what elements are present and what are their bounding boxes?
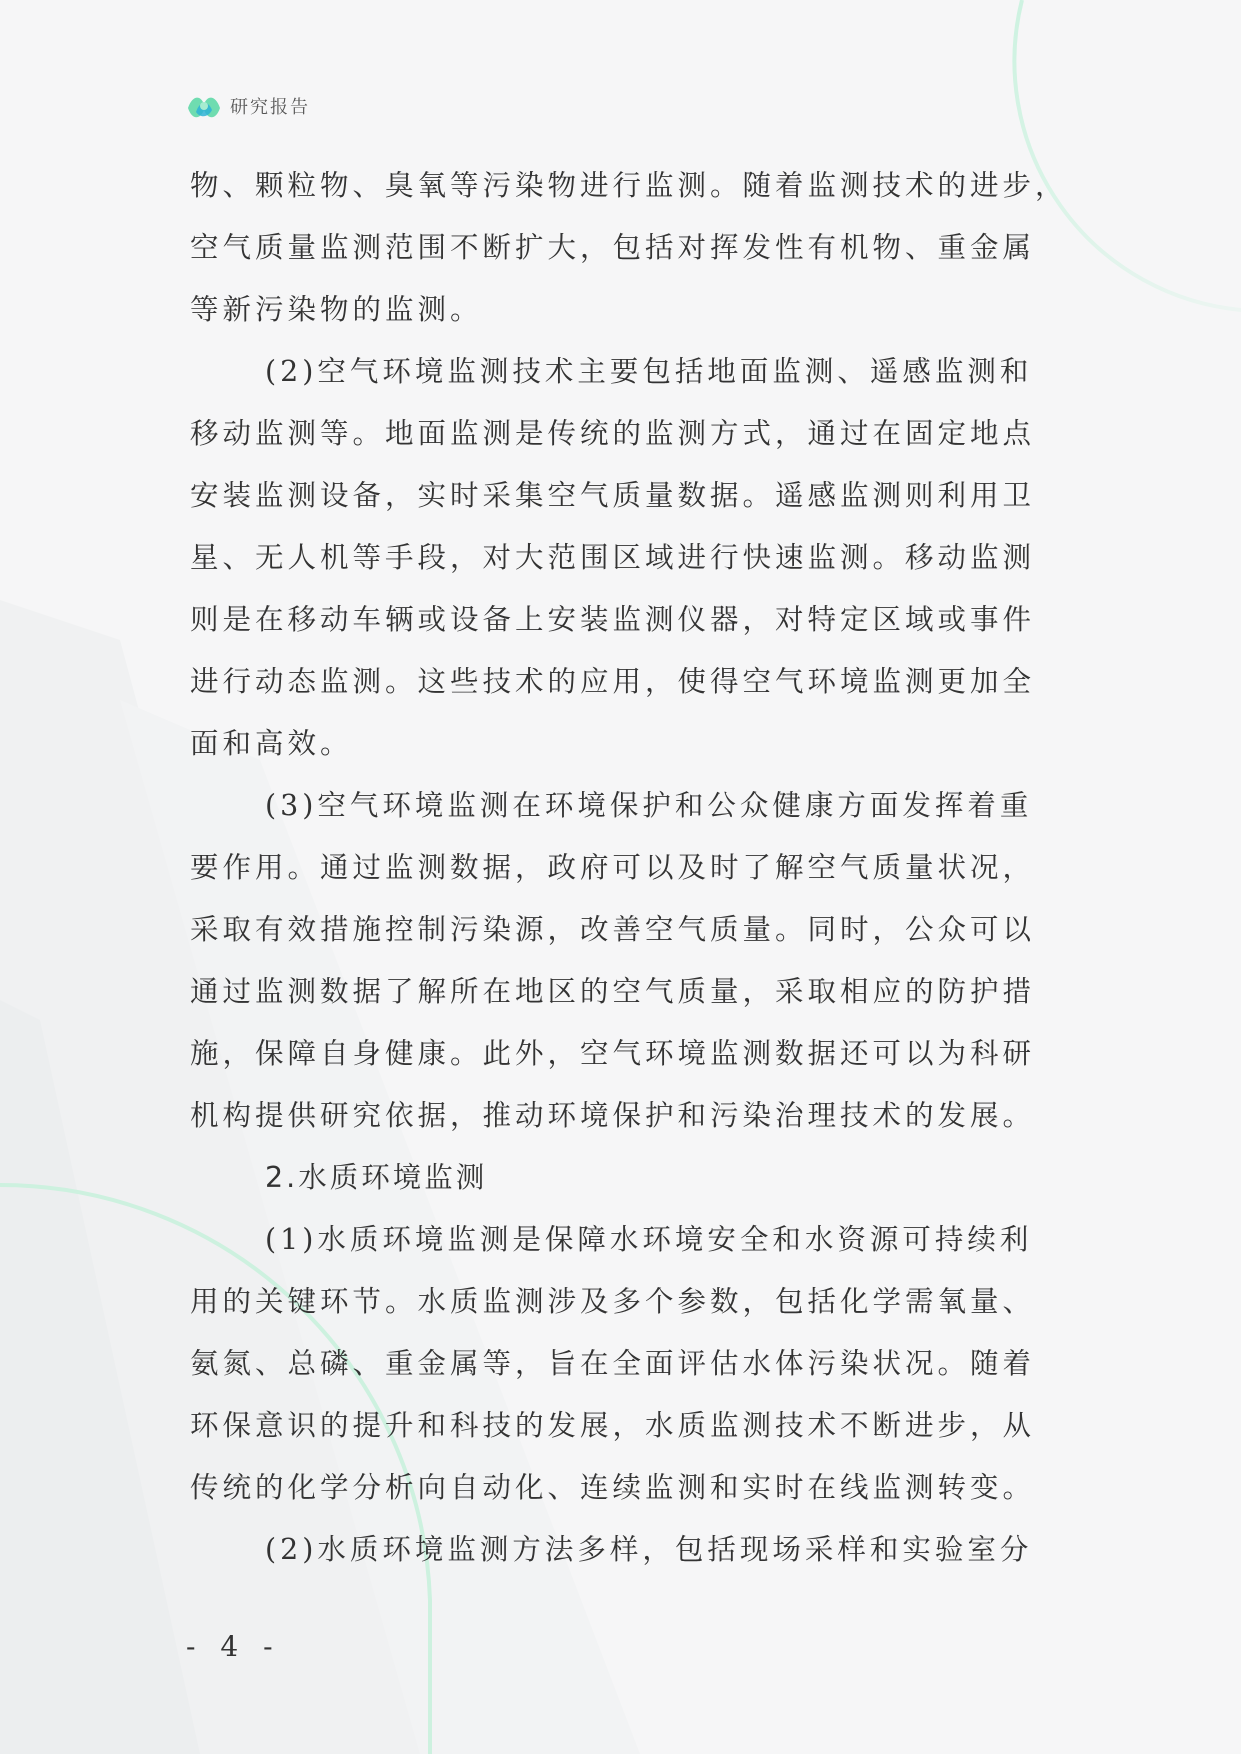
paragraph-air-technology: (2)空气环境监测技术主要包括地面监测、遥感监测和 移动监测等。地面监测是传统的监测方式，通过在固定地点 安装监测设备，实时采集空气质量数据。遥感监测则利用卫 星、无人机等手段，对大范围区域进行快速监测。移动监测 则是在移动车辆或设备上安装监测仪器，对特定区域或事件 进行动态监测。这些技术的应用，使得空气环境监测更加全 面和高效。 xyxy=(190,355,1036,760)
paragraph-air-importance: (3)空气环境监测在环境保护和公众健康方面发挥着重 要作用。通过监测数据，政府可以及时了解空气质量状况， 采取有效措施控制污染源，改善空气质量。同时，公众可以 通过监测数据了解所在地区的空气质量，采取相应的防护措 施，保障自身健康。此外，空气环境监测数据还可以为科研 机构提供研究依据，推动环境保护和污染治理技术的发展。 xyxy=(190,789,1036,1132)
paragraph-water-quality-methods: (2)水质环境监测方法多样，包括现场采样和实验室分 xyxy=(265,1533,1033,1566)
report-header xyxy=(186,88,310,124)
header-title: 研究报告 xyxy=(230,97,310,118)
page-number: - 4 - xyxy=(186,1630,281,1663)
brand-logo-icon xyxy=(186,90,222,122)
section-heading-water-quality: 2.水质环境监测 xyxy=(265,1161,488,1194)
paragraph-air-continued: 物、颗粒物、臭氧等污染物进行监测。随着监测技术的进步， 空气质量监测范围不断扩大，包括对挥发性有机物、重金属 等新污染物的监测。 xyxy=(190,169,1068,326)
paragraph-water-quality-intro: (1)水质环境监测是保障水环境安全和水资源可持续利 用的关键环节。水质监测涉及多个参数，包括化学需氧量、 氨氮、总磷、重金属等，旨在全面评估水体污染状况。随着 环保意识的提升和科技的发展，水质监测技术不断进步，从 传统的化学分析向自动化、连续监测和实时在线监测转变。 xyxy=(190,1223,1036,1504)
document-body xyxy=(190,155,1070,1581)
